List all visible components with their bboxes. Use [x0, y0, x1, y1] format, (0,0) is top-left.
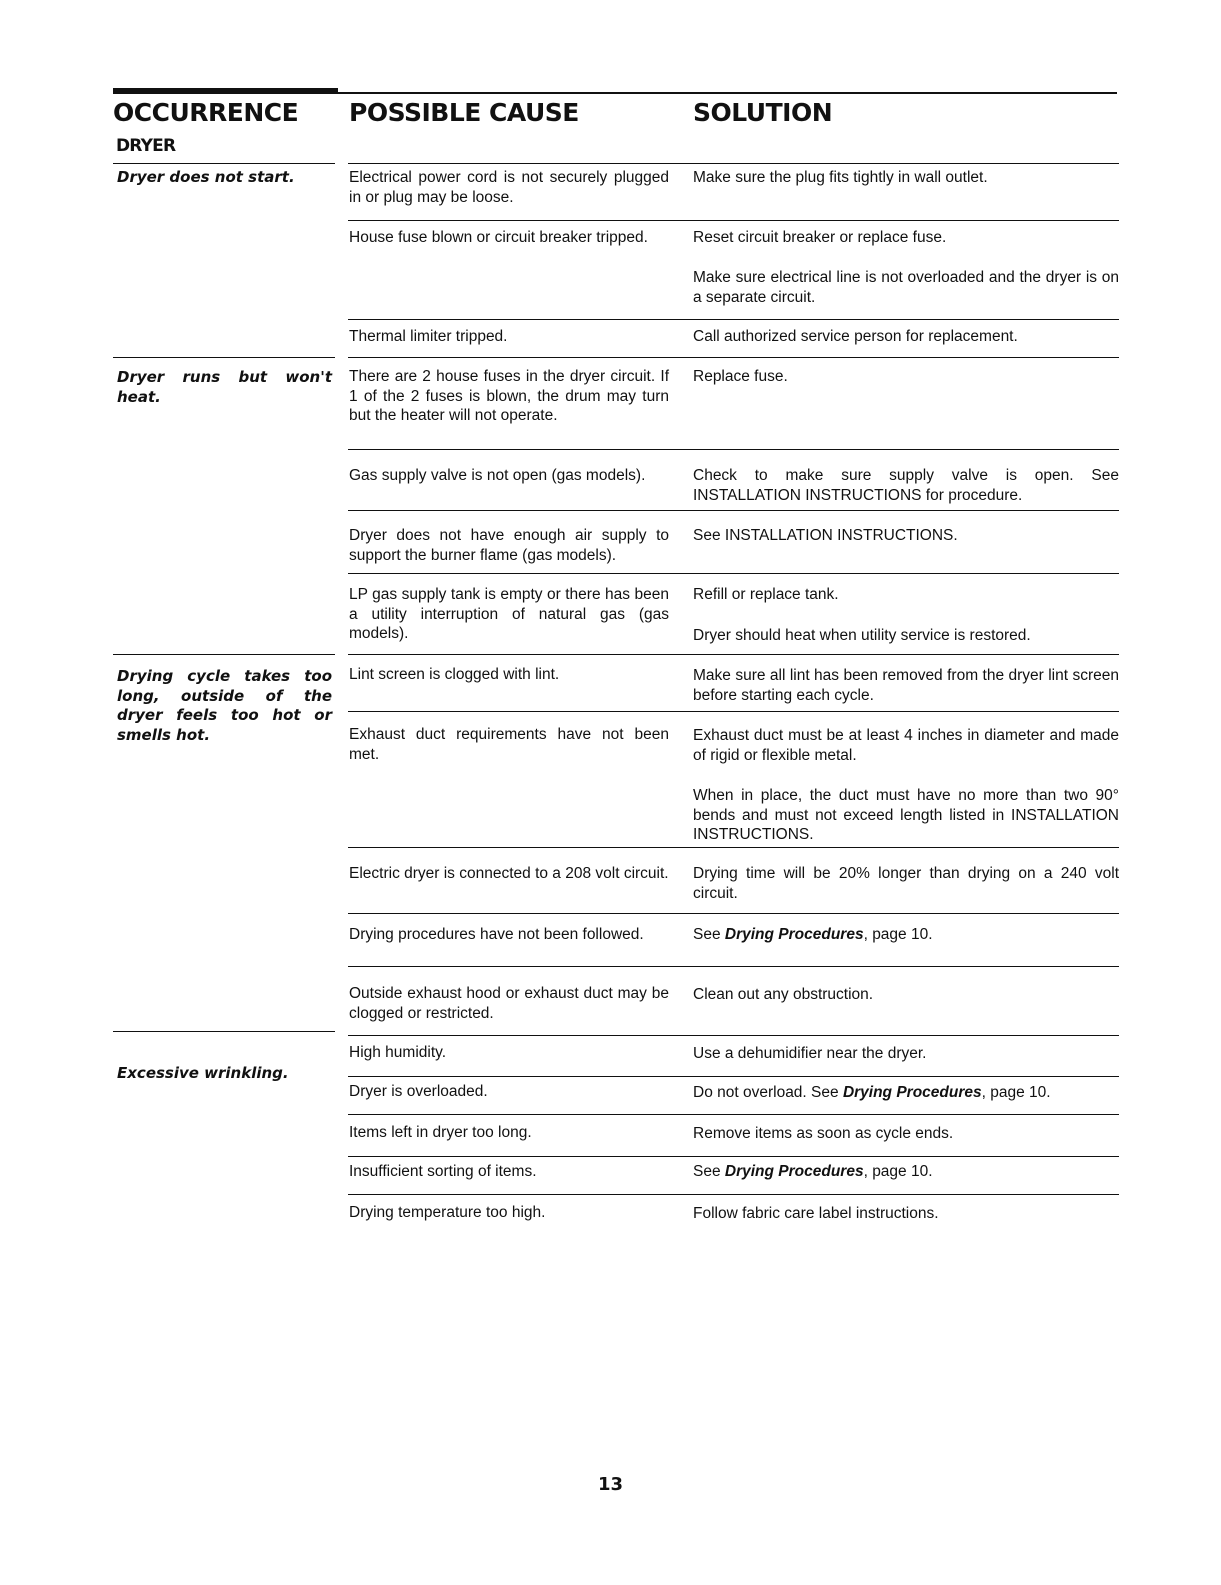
solution-reset-breaker: Reset circuit breaker or replace fuse. [693, 229, 947, 246]
occurrence-cycle-too-long: Drying cycle takes too long, outside of the dryer feels too hot or smells hot. [117, 667, 332, 744]
cause-high-humidity: High humidity. [349, 1044, 447, 1061]
solution-plug-fits: Make sure the plug fits tightly in wall outlet. [693, 169, 988, 186]
solution-call-service: Call authorized service person for replacement. [693, 328, 1018, 345]
row-divider [348, 220, 1119, 221]
header-rule [113, 92, 1117, 94]
solution-heading: SOLUTION [693, 98, 833, 127]
solution-dehumidifier: Use a dehumidifier near the dryer. [693, 1045, 927, 1062]
cause-thermal-limiter: Thermal limiter tripped. [349, 328, 508, 345]
cause-power-cord: Electrical power cord is not securely plugged in or plug may be loose. [349, 169, 669, 206]
drying-procedures-reference: Drying Procedures [724, 926, 864, 943]
row-divider [348, 573, 1119, 574]
solution-see-drying-procedures [693, 925, 1119, 945]
solution-duct-bends: When in place, the duct must have no more than two 90° bends and must not exceed length listed in INSTALLATION INSTRUCTIONS. [693, 787, 1119, 843]
row-divider [348, 1114, 1119, 1115]
row-divider [348, 966, 1119, 967]
drying-procedures-reference: Drying Procedures [724, 1163, 864, 1180]
cause-air-supply: Dryer does not have enough air supply to support the burner flame (gas models). [349, 527, 669, 564]
cause-temperature-high: Drying temperature too high. [349, 1204, 546, 1221]
row-divider [348, 654, 1119, 655]
solution-remove-items: Remove items as soon as cycle ends. [693, 1125, 954, 1142]
row-divider [348, 1156, 1119, 1157]
row-divider [348, 1076, 1119, 1077]
solution-see-installation: See INSTALLATION INSTRUCTIONS. [693, 527, 958, 544]
cause-two-fuses: There are 2 house fuses in the dryer circuit. If 1 of the 2 fuses is blown, the drum may turn but the heater will not operate. [349, 368, 669, 424]
cause-208-volt: Electric dryer is connected to a 208 volt circuit. [349, 865, 669, 882]
row-divider [348, 847, 1119, 848]
occurrence-divider [113, 357, 335, 358]
row-divider [348, 1194, 1119, 1195]
occurrence-dryer-does-not-start: Dryer does not start. [117, 168, 295, 186]
solution-text: Do not overload. See [693, 1084, 843, 1101]
occurrence-divider [113, 163, 335, 164]
occurrence-divider [113, 1031, 335, 1032]
occurrence-excessive-wrinkling: Excessive wrinkling. [117, 1064, 289, 1082]
row-divider [348, 913, 1119, 914]
occurrence-heading: OCCURRENCE [113, 98, 299, 127]
solution-fabric-care: Follow fabric care label instructions. [693, 1205, 939, 1222]
row-divider [348, 711, 1119, 712]
cause-procedures-not-followed: Drying procedures have not been followed. [349, 926, 644, 943]
solution-check-valve: Check to make sure supply valve is open. See INSTALLATION INSTRUCTIONS for procedure. [693, 467, 1119, 504]
solution-see-drying-procedures [693, 1162, 1119, 1182]
solution-duct-diameter: Exhaust duct must be at least 4 inches in diameter and made of rigid or flexible metal. [693, 727, 1119, 764]
occurrence-divider [113, 654, 335, 655]
solution-longer-drying: Drying time will be 20% longer than drying on a 240 volt circuit. [693, 865, 1119, 902]
cause-exhaust-requirements: Exhaust duct requirements have not been met. [349, 726, 669, 763]
cause-lp-gas-empty: LP gas supply tank is empty or there has been a utility interruption of natural gas (gas models). [349, 586, 669, 642]
page-number: 13 [597, 1474, 624, 1495]
solution-clean-obstruction: Clean out any obstruction. [693, 986, 874, 1003]
cause-gas-valve: Gas supply valve is not open (gas models). [349, 467, 646, 484]
solution-refill-tank: Refill or replace tank. [693, 586, 839, 603]
cause-insufficient-sorting: Insufficient sorting of items. [349, 1163, 537, 1180]
solution-text: , page 10. [981, 1084, 1051, 1101]
solution-text: See [693, 1163, 725, 1180]
solution-replace-fuse: Replace fuse. [693, 368, 788, 385]
row-divider [348, 319, 1119, 320]
row-divider [348, 357, 1119, 358]
solution-text: , page 10. [863, 926, 933, 943]
cause-house-fuse: House fuse blown or circuit breaker tripped. [349, 229, 648, 246]
solution-utility-restored: Dryer should heat when utility service is restored. [693, 627, 1031, 644]
drying-procedures-reference: Drying Procedures [842, 1084, 982, 1101]
cause-lint-clogged: Lint screen is clogged with lint. [349, 666, 560, 683]
cause-left-too-long: Items left in dryer too long. [349, 1124, 532, 1141]
occurrence-runs-no-heat: Dryer runs but won't heat. [117, 368, 332, 406]
solution-separate-circuit: Make sure electrical line is not overloaded and the dryer is on a separate circuit. [693, 269, 1119, 306]
row-divider [348, 1035, 1119, 1036]
row-divider [348, 449, 1119, 450]
row-divider [348, 163, 1119, 164]
cause-exhaust-clogged: Outside exhaust hood or exhaust duct may be clogged or restricted. [349, 985, 669, 1022]
possible-cause-heading: POSSIBLE CAUSE [349, 98, 579, 127]
solution-do-not-overload [693, 1083, 1119, 1103]
solution-remove-lint: Make sure all lint has been removed from the dryer lint screen before starting each cycle. [693, 667, 1119, 704]
cause-overloaded: Dryer is overloaded. [349, 1083, 488, 1100]
solution-text: See [693, 926, 725, 943]
solution-text: , page 10. [863, 1163, 933, 1180]
section-heading-dryer: DRYER [116, 136, 176, 156]
row-divider [348, 510, 1119, 511]
